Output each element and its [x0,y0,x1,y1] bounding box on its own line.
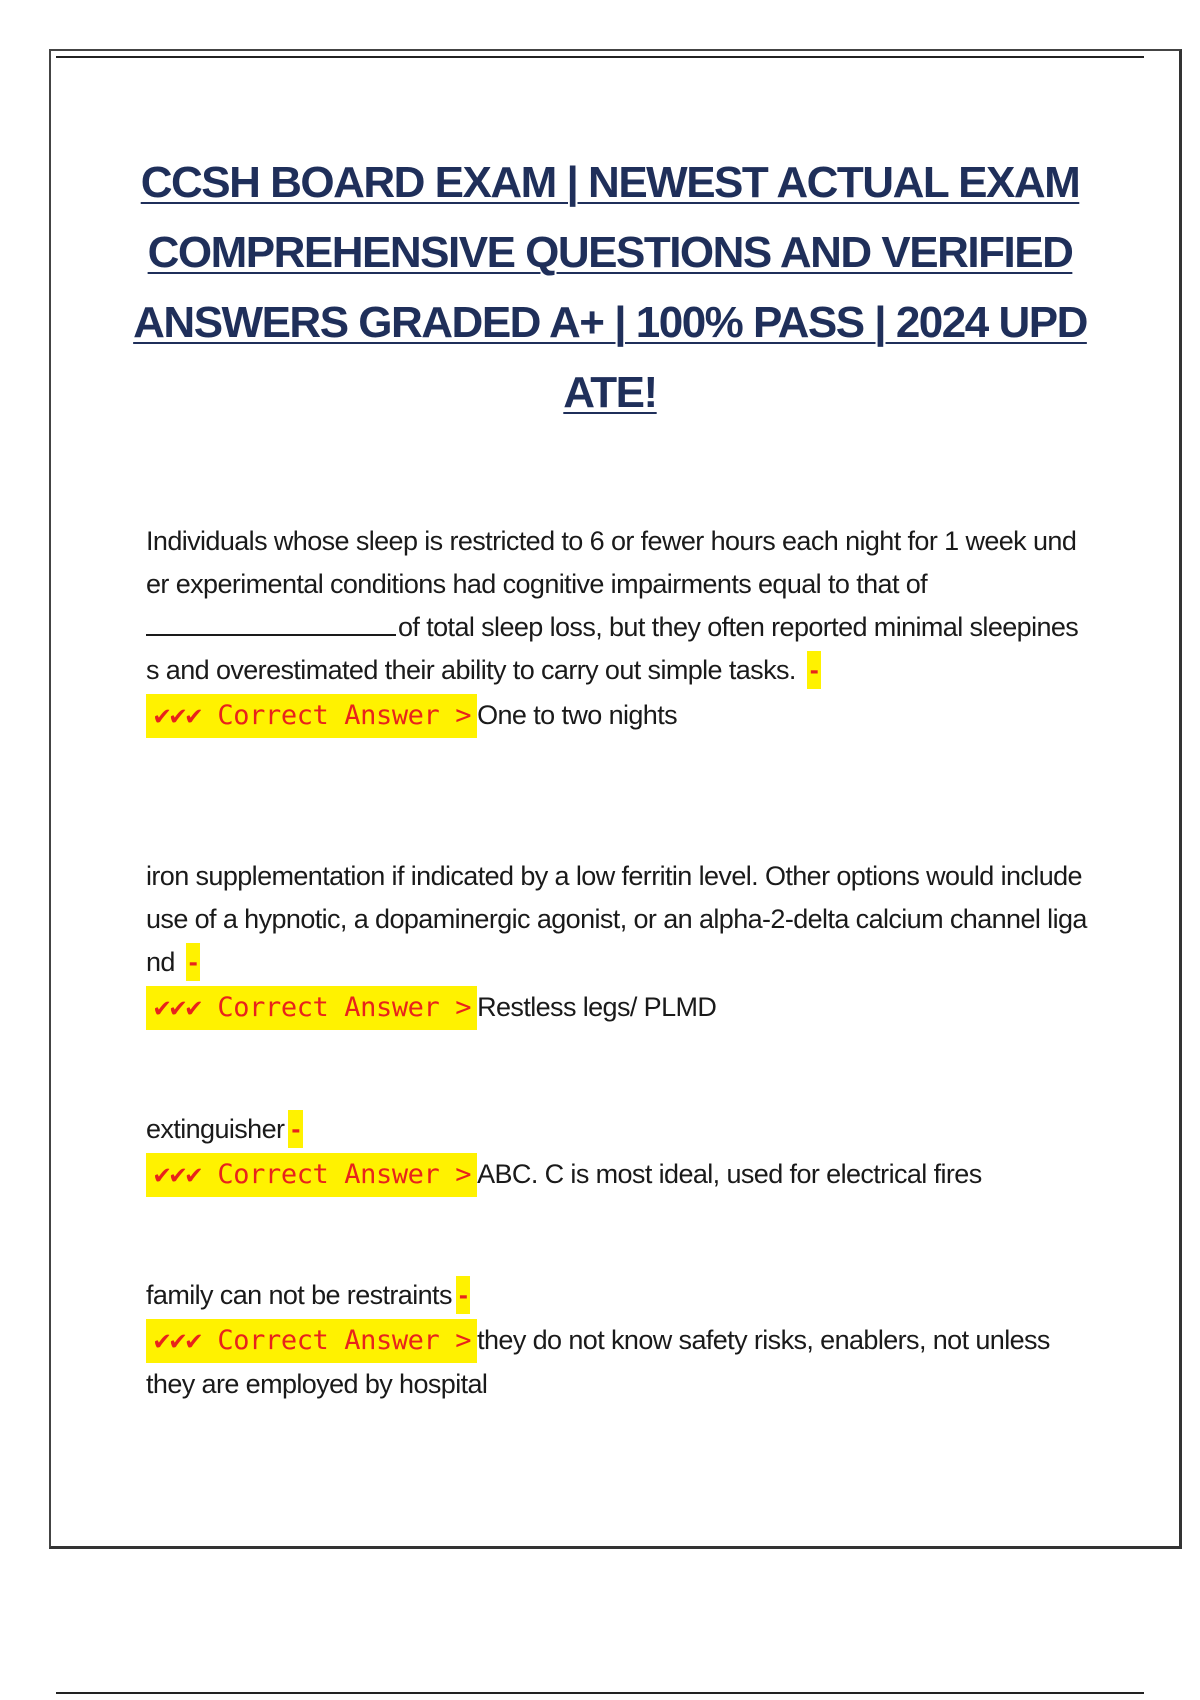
question-2 [146,855,1090,984]
qa-item-4 [146,1274,1090,1406]
question-1-part-1: Individuals whose sleep is restricted to 6 or fewer hours each night for 1 week under experimental conditions had cognitive impairments equal to that of [146,526,1077,599]
answer-line-3 [146,1153,1090,1197]
question-1-part-2: of total sleep loss, but they often reported minimal sleepiness and overestimated their ability to carry out simple tasks. [146,612,1079,685]
correct-answer-label: ✔✔✔ Correct Answer > [146,986,477,1030]
top-rule [56,56,1144,58]
answer-dash-marker: - [807,651,821,689]
fill-in-blank [146,608,396,636]
question-3 [146,1108,1090,1151]
answer-line-4 [146,1319,1090,1406]
question-4 [146,1274,1090,1317]
qa-item-1 [146,520,1090,738]
answer-dash-marker: - [456,1276,470,1314]
correct-answer-label: ✔✔✔ Correct Answer > [146,1153,477,1197]
answer-2: Restless legs/ PLMD [477,992,717,1022]
answer-4: they do not know safety risks, enablers, not unless they are employed by hospital [146,1325,1050,1399]
answer-1: One to two nights [477,700,678,730]
question-1 [146,520,1090,692]
answer-line-2 [146,986,1090,1030]
qa-item-2 [146,855,1090,1030]
answer-line-1 [146,694,1090,738]
qa-item-3 [146,1108,1090,1197]
correct-answer-label: ✔✔✔ Correct Answer > [146,694,477,738]
correct-answer-label: ✔✔✔ Correct Answer > [146,1319,477,1363]
answer-dash-marker: - [288,1110,302,1148]
question-2-text: iron supplementation if indicated by a low ferritin level. Other options would include use of a hypnotic, a dopaminergic agonist, or an alpha-2-delta calcium channel ligand [146,861,1087,977]
question-4-text: family can not be restraints [146,1280,452,1310]
answer-3: ABC. C is most ideal, used for electrical fires [477,1159,982,1189]
bottom-rule [56,1692,1144,1694]
question-3-text: extinguisher [146,1114,285,1144]
answer-dash-marker: - [186,943,200,981]
document-title: CCSH BOARD EXAM | NEWEST ACTUAL EXAM COMPREHENSIVE QUESTIONS AND VERIFIED ANSWERS GRADED A+ | 100% PASS | 2024 UPDATE! [133,158,1087,417]
